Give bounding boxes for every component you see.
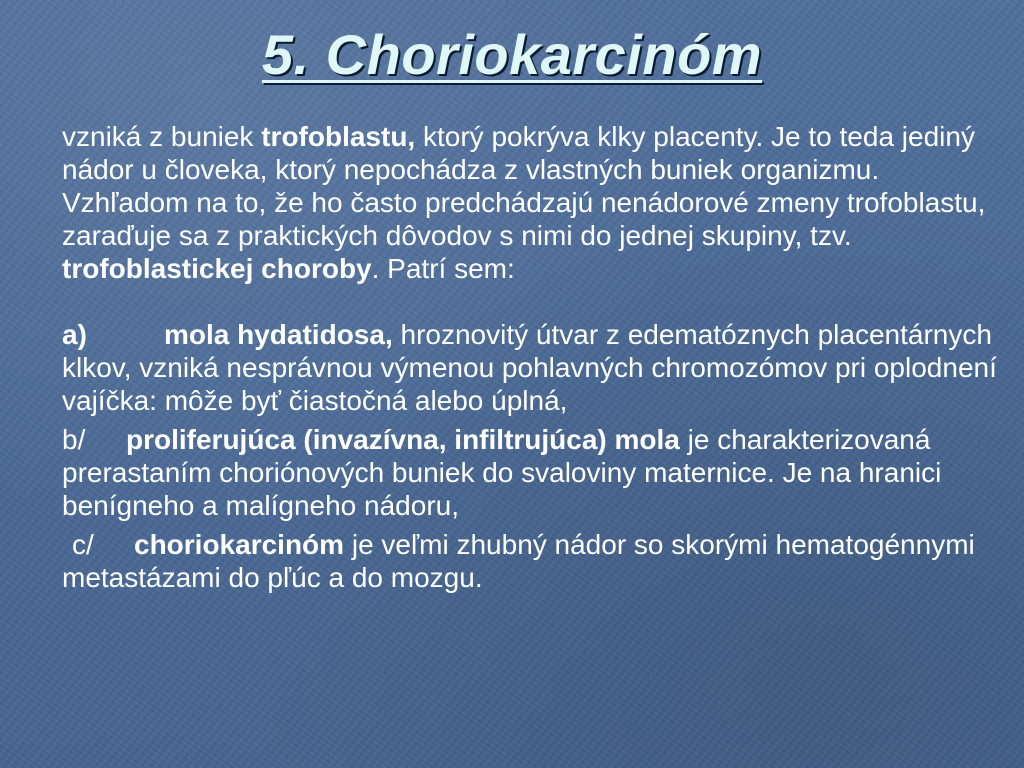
slide-body: [62, 120, 1007, 594]
item-c-text: je veľmi zhubný nádor so skorými hematogénnymi metastázami do pľúc a do mozgu.: [62, 529, 975, 593]
item-b-text: je charakterizovaná prerastaním choriónových buniek do svaloviny maternice. Je na hranici benígneho a malígneho nádoru,: [62, 424, 942, 521]
item-c-label: c/: [72, 529, 94, 560]
item-a-term: mola hydatidosa,: [164, 319, 393, 350]
item-b-term: proliferujúca (invazívna, infiltrujúca) mola: [126, 424, 680, 455]
intro-term-trofoblastu: trofoblastu,: [261, 121, 416, 152]
item-a-label: a): [62, 319, 87, 350]
intro-text-3: . Patrí sem:: [371, 253, 515, 284]
item-c-term: choriokarcinóm: [134, 529, 345, 560]
item-c-paragraph: [62, 528, 1007, 594]
slide-title: 5. Choriokarcinóm: [261, 23, 763, 86]
item-a-text: hroznovitý útvar z edematóznych placentárnych klkov, vzniká nesprávnou výmenou pohlavných chromozómov pri oplodnení vajíčka: môže byť čiastočná alebo úplná,: [62, 319, 997, 416]
intro-paragraph: [62, 120, 1007, 285]
intro-term-trofoblastickej-choroby: trofoblastickej choroby: [62, 253, 372, 284]
item-b-label: b/: [62, 424, 86, 455]
item-b-paragraph: [62, 423, 1007, 522]
intro-text-2: ktorý pokrýva klky placenty. Je to teda jediný nádor u človeka, ktorý nepochádza z vlastných buniek organizmu. Vzhľadom na to, že ho často predchádzajú nenádorové zmeny trofoblastu, zaraďuje sa z praktických dôvodov s nimi do jednej skupiny, tzv.: [62, 121, 986, 251]
intro-text-1: vzniká z buniek: [62, 121, 262, 152]
item-a-paragraph: [62, 318, 1007, 417]
